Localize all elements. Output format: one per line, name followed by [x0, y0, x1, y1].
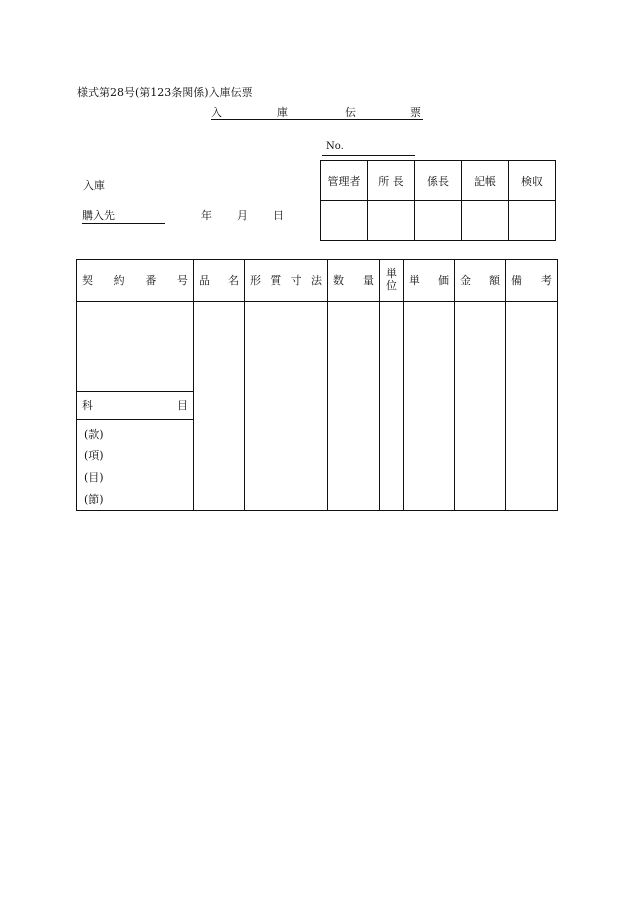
- heading-char: 入: [211, 106, 222, 119]
- header-char: 品: [199, 274, 210, 287]
- date-month-label: 月: [237, 209, 248, 222]
- heading-char: 票: [410, 106, 421, 119]
- header-amount: [455, 260, 505, 301]
- vendor-field[interactable]: [82, 209, 165, 224]
- form-title: 様式第28号(第123条関係)入庫伝票: [77, 86, 253, 99]
- subject-char: 目: [177, 399, 188, 412]
- header-char: 質: [270, 274, 282, 287]
- subject-label-row: [77, 392, 193, 419]
- header-char: 形: [250, 274, 261, 287]
- subject-moku: (目): [84, 471, 104, 484]
- date-day-label: 日: [273, 209, 284, 222]
- approval-header-inspection: 検収: [509, 161, 556, 201]
- approval-stamp-table: [320, 160, 556, 241]
- header-char: 備: [511, 274, 522, 287]
- header-char: 契: [82, 274, 93, 287]
- approval-header-director: 所 長: [368, 161, 415, 201]
- header-char: 単: [386, 267, 397, 280]
- receipt-items-table: [76, 259, 558, 511]
- header-specification: [245, 260, 327, 301]
- subject-char: 科: [82, 399, 93, 412]
- header-char: 数: [333, 274, 344, 287]
- header-char: 番: [145, 274, 157, 287]
- header-char: 寸: [290, 274, 302, 287]
- receipt-label: 入庫: [83, 179, 105, 192]
- document-number-field[interactable]: [322, 141, 415, 156]
- header-quantity: [328, 260, 379, 301]
- header-unit: [380, 268, 403, 292]
- header-char: 考: [541, 274, 552, 287]
- approval-stamp-cell[interactable]: [415, 201, 462, 241]
- column-divider: [379, 260, 380, 510]
- heading-char: 庫: [277, 106, 288, 119]
- date-year-label: 年: [201, 209, 212, 222]
- document-heading: [211, 104, 423, 120]
- header-char: 量: [363, 274, 374, 287]
- header-char: 名: [228, 274, 239, 287]
- header-contract-number: [77, 260, 193, 301]
- header-char: 約: [113, 274, 125, 287]
- header-item-name: [194, 260, 244, 301]
- approval-stamp-cell[interactable]: [368, 201, 415, 241]
- document-number-label: No.: [326, 141, 344, 152]
- header-char: 額: [489, 274, 500, 287]
- heading-char: 伝: [345, 106, 356, 119]
- subject-kan: (款): [84, 428, 104, 441]
- approval-header-bookkeeping: 記帳: [462, 161, 509, 201]
- subject-setsu: (節): [84, 493, 104, 506]
- header-char: 単: [409, 274, 420, 287]
- header-remarks: [506, 260, 557, 301]
- approval-header-chief: 係長: [415, 161, 462, 201]
- approval-stamp-cell[interactable]: [321, 201, 368, 241]
- header-char: 号: [176, 274, 188, 287]
- approval-stamp-cell[interactable]: [509, 201, 556, 241]
- vendor-label: 購入先: [82, 209, 115, 222]
- approval-header-manager: 管理者: [321, 161, 368, 201]
- approval-stamp-cell[interactable]: [462, 201, 509, 241]
- subject-divider: [77, 419, 193, 420]
- header-char: 位: [386, 279, 397, 292]
- header-char: 法: [310, 274, 322, 287]
- subject-kou: (項): [84, 449, 104, 462]
- header-char: 金: [460, 274, 471, 287]
- header-unit-price: [404, 260, 454, 301]
- header-divider: [77, 301, 557, 302]
- header-char: 価: [438, 274, 449, 287]
